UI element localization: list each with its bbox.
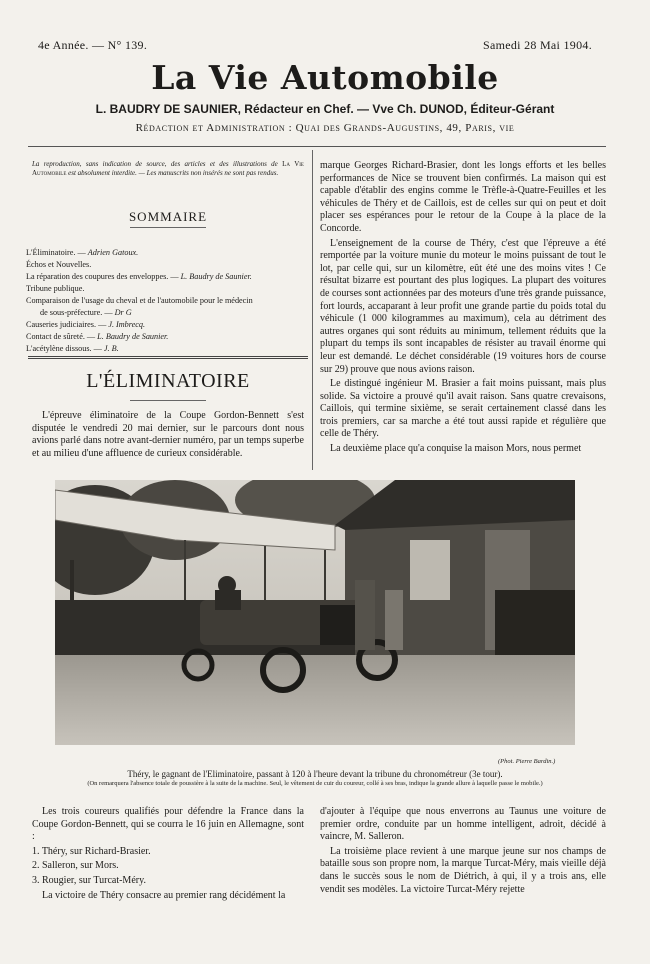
photo-caption-note: (On remarquera l'absence totale de poussière à la suite de la machine. Seul, le vêtement de cuir du coureur, collé à ses bras, indique la grande allure à laquelle passe le mobile.): [87, 780, 543, 787]
sommaire-item: L'acétylène dissous. — J. B.: [26, 344, 119, 353]
sommaire-item: La réparation des coupures des enveloppes. — L. Baudry de Saunier.: [26, 272, 252, 281]
sommaire-title: SOMMAIRE: [128, 209, 208, 224]
article-intro: [32, 410, 304, 462]
reproduction-notice: [32, 160, 304, 178]
qualified-item: 2. Salleron, sur Mors.: [32, 860, 119, 872]
sommaire-end-rule: [28, 356, 308, 359]
sommaire-list: [26, 247, 312, 355]
journal-title: La Vie Automobile: [151, 58, 499, 97]
sommaire-item: Comparaison de l'usage du cheval et de l'automobile pour le médecin: [26, 296, 253, 305]
article-intro-paragraph: L'épreuve éliminatoire de la Coupe Gordon-Bennett s'est disputée le vendredi 20 mai dernier, sur le parcours dont nous avions parlé dans notre avant-dernier numéro, par un temps superbe et au milieu d'une affluence de curieux considérable.: [32, 410, 304, 459]
bottom-right-paragraph: d'ajouter à l'équipe que nous enverrons au Taunus une voiture de premier ordre, conduite par un homme intelligent, adroit, décidé à vaincre, M. Salleron.: [320, 806, 606, 843]
notice-text-a: La reproduction, sans indication de source, des articles et des illustrations de: [32, 160, 278, 168]
qualified-item: 1. Théry, sur Richard-Brasier.: [32, 845, 151, 857]
sommaire-item: de sous-préfecture. — Dr G: [40, 308, 132, 317]
photo-caption: Théry, le gagnant de l'Eliminatoire, passant à 120 à l'heure devant la tribune du chronométreur (3e tour).: [127, 769, 503, 779]
column-divider: [312, 150, 313, 470]
right-paragraph: Le distingué ingénieur M. Brasier a fait moins puissant, mais plus solide. Sa victoire a prouvé qu'il avait raison. Sans quatre crevaisons, Caillois, qui termine sixième, se serait certainement classé dans les trois premiers, car sa marche a été tout aussi rapide et régulière que celle de Théry.: [320, 378, 606, 440]
address-line: Rédaction et Administration : Quai des Grands-Augustins, 49, Paris, vie: [135, 122, 515, 134]
header-rule: [28, 146, 606, 147]
sommaire-item: L'Éliminatoire. — Adrien Gatoux.: [26, 248, 139, 257]
issue-date: Samedi 28 Mai 1904.: [482, 38, 592, 52]
sommaire-item: Contact de sûreté. — L. Baudry de Saunier.: [26, 332, 169, 341]
qualified-item: 3. Rougier, sur Turcat-Méry.: [32, 874, 146, 886]
bottom-right-column: [320, 806, 606, 898]
right-paragraph: L'enseignement de la course de Théry, c'est que l'épreuve a été remportée par la voiture munie du moteur le moins puissant de tout le lot, par celle qui, sur un kilomètre, eût été une des moins vites ! Ce résultat bizarre est pourtant des plus logiques. La plupart des voitures de courses sont actionnées par des moteurs d'une très grande puissance, fort lourds, accaparant à leur profit une grande partie du poids total du véhicule (1 000 kilogrammes au maximum), cela au détriment des autres organes qui sont réduits au minimum, tellement réduits que la plupart du temps ils sont incapables de résister au travail énorme qui leur est demandé. Le déchet considérable (19 voitures hors de course sur 29) prouve que nous avions raison.: [320, 237, 606, 375]
photo-credit: (Phot. Pierre Bardin.): [498, 758, 556, 765]
editors-line: L. BAUDRY DE SAUNIER, Rédacteur en Chef. — Vve Ch. DUNOD, Éditeur-Gérant: [95, 102, 555, 116]
right-paragraph: marque Georges Richard-Brasier, dont les longs efforts et les belles performances de Nice se trouvent bien confirmés. La maison qui est capable d'établir des engins comme le Trèfle-à-Quatre-Feuilles et les véhicules de Théry et de Caillois, est de celles sur qui on peut et doit placer ses espérances pour le retour de la Coupe à la place de la Concorde.: [320, 160, 606, 234]
race-photo: [55, 480, 575, 745]
qualified-intro: Les trois coureurs qualifiés pour défendre la France dans la Coupe Gordon-Bennett, qui se courra le 16 juin en Allemagne, sont :: [32, 806, 304, 843]
right-column: [320, 160, 606, 458]
sommaire-item: Tribune publique.: [26, 284, 85, 293]
notice-text-b: est absolument interdite. — Les manuscrits non insérés ne sont pas rendus.: [68, 169, 279, 177]
sommaire-item: Causeries judiciaires. — J. Imbrecq.: [26, 320, 146, 329]
bottom-right-paragraph: La troisième place revient à une marque jeune sur nos champs de bataille sous son propre nom, la marque Turcat-Méry, mais vieille déjà dans le succès sous le nom de Diétrich, à qui, il y a trois ans, elle vendit ses modèles. La victoire Turcat-Méry rejette: [320, 845, 606, 895]
sommaire-item: Échos et Nouvelles.: [26, 260, 92, 269]
notice-brand: La Vie Automobile: [32, 160, 304, 177]
bottom-left-column: [32, 806, 304, 904]
bottom-left-end: La victoire de Théry consacre au premier rang décidément la: [42, 889, 286, 901]
right-paragraph: La deuxième place qu'a conquise la maison Mors, nous permet: [330, 443, 582, 455]
article-title: L'ÉLIMINATOIRE: [86, 370, 250, 392]
sommaire-rule: [130, 227, 206, 228]
issue-number: 4e Année. — N° 139.: [38, 38, 148, 52]
article-title-rule: [130, 400, 206, 401]
